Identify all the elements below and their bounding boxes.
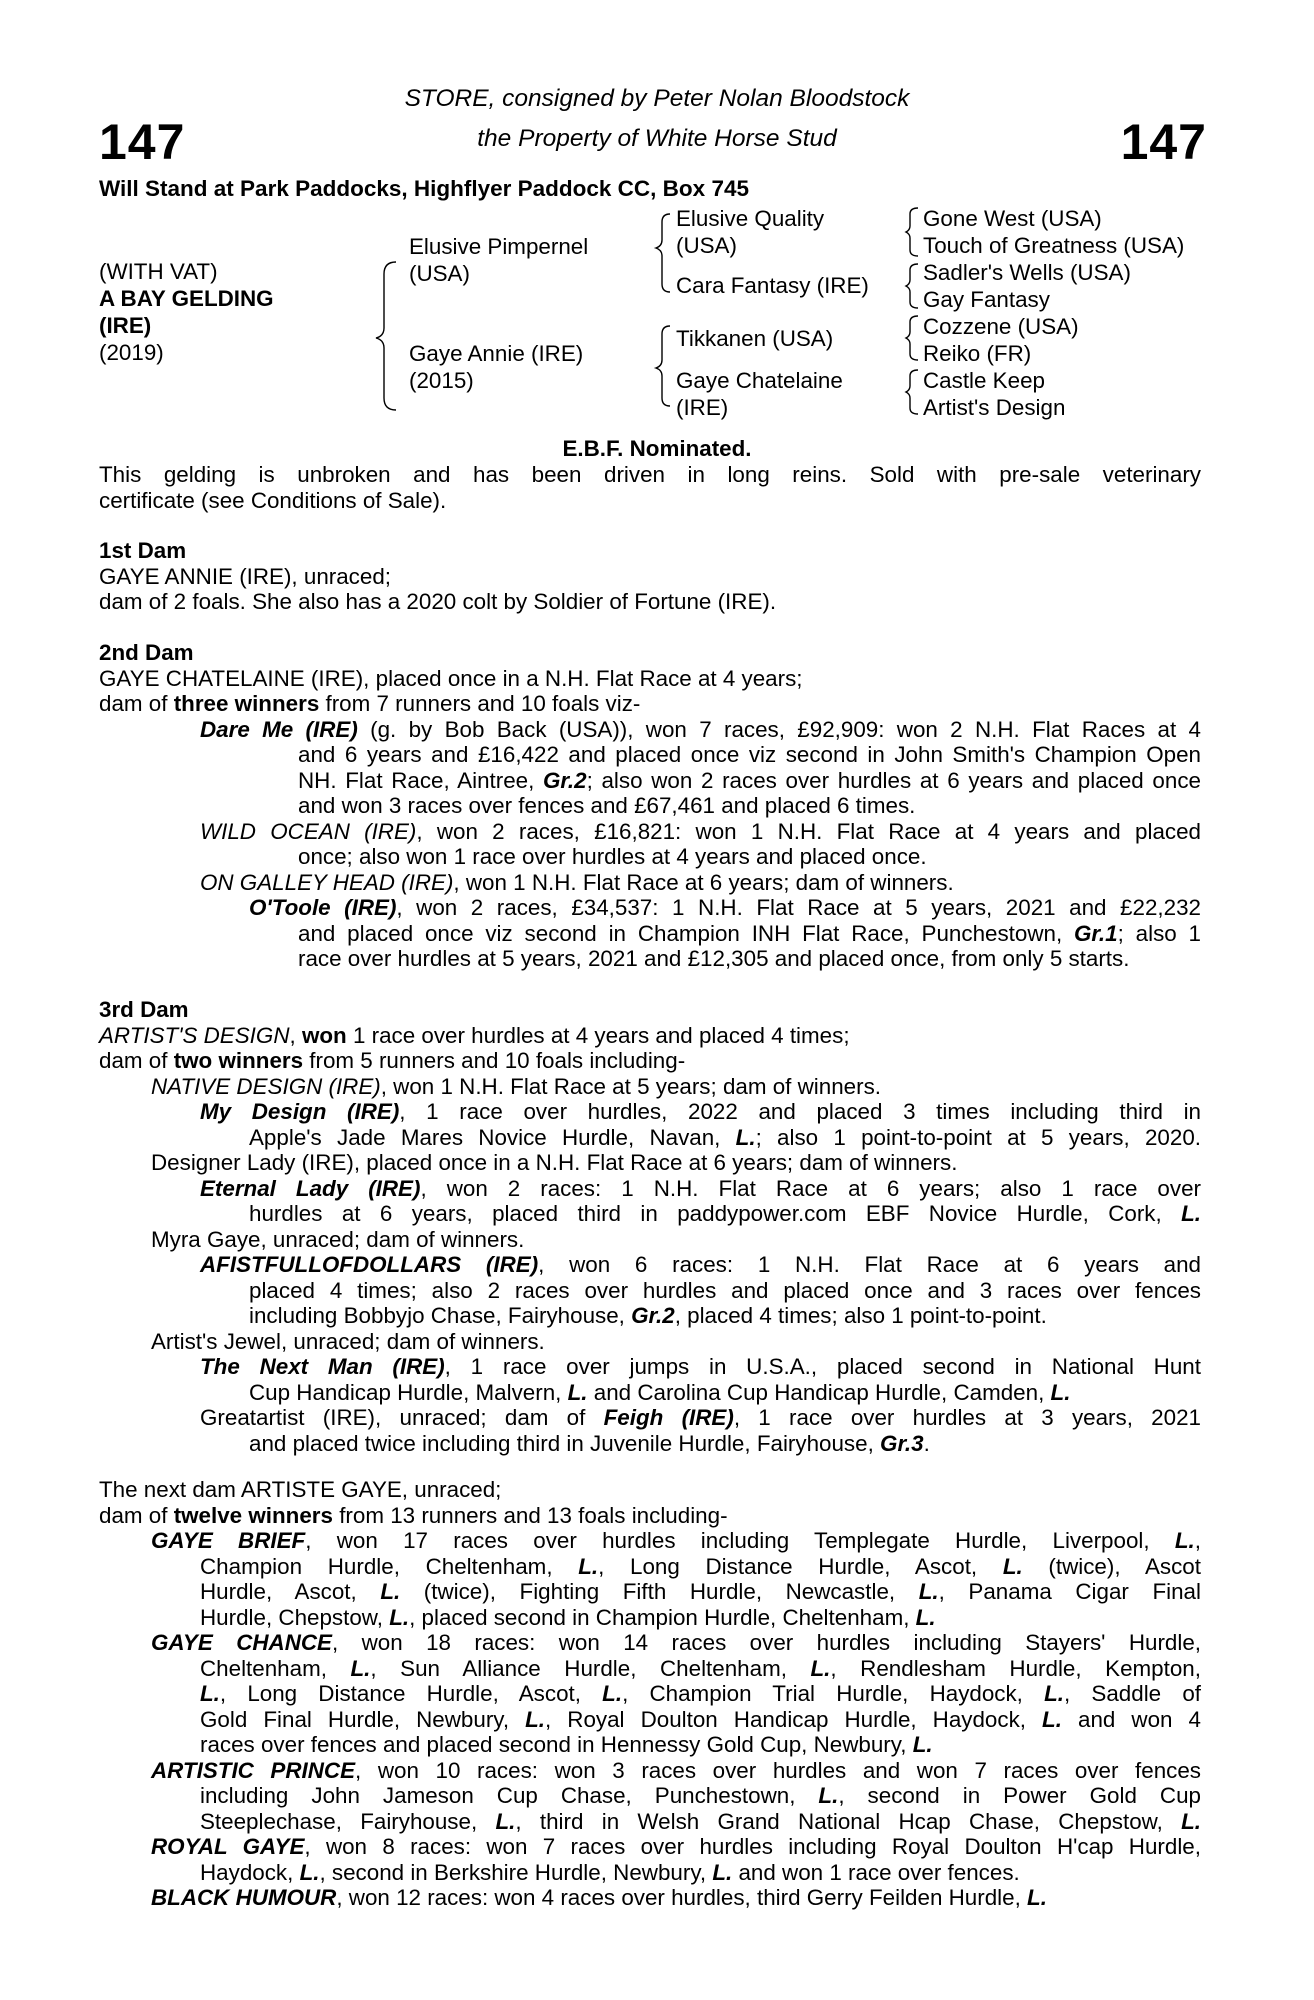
t: , 1 race over hurdles at 3 years, 2021 [733,1405,1201,1430]
wild-line-2: once; also won 1 race over hurdles at 4 years and placed once. [298,844,927,869]
winner-name: AFISTFULLOFDOLLARS (IRE) [200,1252,539,1277]
grade: L. [200,1681,220,1706]
black-line-1 [99,1885,1201,1911]
t: , Sun Alliance Hurdle, Cheltenham, [370,1655,811,1681]
sire-name: Elusive Pimpernel [409,234,589,259]
t: , won 18 races: won 14 races over hurdles including Stayers' Hurdle, [331,1630,1202,1655]
t: , won 8 races: won 7 races over hurdles including Royal Doulton H'cap Hurdle, [304,1834,1201,1859]
grade: L. [578,1553,599,1579]
sire-sire: Elusive Quality [676,206,825,231]
grade: L. [1050,1379,1071,1405]
t: including John Jameson Cup Chase, Punchestown, [200,1783,819,1808]
t: and placed twice including third in Juvenile Hurdle, Fairyhouse, [249,1430,881,1456]
t: hurdles at 6 years, placed third in paddypower.com EBF Novice Hurdle, Cork, [249,1201,1182,1226]
dam-year: (2015) [409,368,474,393]
nextman-line-1 [99,1354,1201,1380]
grade: L. [810,1655,831,1681]
t: from 13 runners and 13 foals including- [332,1502,728,1528]
myra-line: Myra Gaye, unraced; dam of winners. [151,1226,525,1252]
grade: Gr.2 [631,1303,675,1328]
sdd: Gay Fantasy [923,287,1050,312]
mydesign-line-1 [99,1099,1201,1125]
t: , third in Welsh Grand National Hcap Chase, Chepstow, [515,1808,1182,1834]
dam-sire: Tikkanen (USA) [676,326,834,351]
t: , 1 race over jumps in U.S.A., placed second in National Hunt [444,1354,1201,1379]
jewel-line: Artist's Jewel, unraced; dam of winners. [151,1328,545,1354]
grade: L. [567,1379,588,1405]
t: , won 2 races: 1 N.H. Flat Race at 6 years; also 1 race over [420,1175,1201,1201]
ebf-nominated: E.B.F. Nominated. [562,436,752,461]
winner-name: The Next Man (IRE) [200,1354,445,1379]
sss: Gone West (USA) [923,206,1102,231]
t: Greatartist (IRE), unraced; dam of [200,1405,604,1430]
prince-line-1 [99,1758,1201,1784]
royal-line-1 [99,1834,1201,1860]
t: three winners [173,691,320,716]
t: , won 1 N.H. Flat Race at 5 years; dam of winners. [380,1073,881,1099]
first-dam-section [99,538,1201,615]
winner-name: Dare Me (IRE) [200,716,358,742]
dsd: Reiko (FR) [923,341,1032,366]
dds: Castle Keep [923,368,1045,393]
eternal-line-1 [99,1176,1201,1202]
t: including Bobbyjo Chase, Fairyhouse, [249,1303,632,1328]
greatartist-line-1 [99,1405,1201,1431]
t: Steeplechase, Fairyhouse, [200,1808,496,1834]
t: , Rendlesham Hurdle, Kempton, [830,1655,1201,1681]
t: races over fences and placed second in Hennessy Gold Cup, Newbury, [200,1732,913,1757]
second-dam-line-2 [99,691,1201,717]
wild-line-1 [99,819,1201,845]
first-dam-heading: 1st Dam [99,538,187,563]
winner-name: ROYAL GAYE [151,1834,305,1859]
t: Gold Final Hurdle, Newbury, [200,1706,526,1732]
horse-origin: (IRE) [99,313,152,338]
dareme-line-4: and won 3 races over fences and £67,461 and placed 6 times. [298,793,916,818]
third-dam-line-1 [99,1023,1201,1049]
grade: L. [495,1808,516,1834]
winner-name: Feigh (IRE) [603,1405,734,1430]
grade: L. [818,1783,839,1808]
chance-line-5 [99,1732,1201,1758]
grade: L. [915,1604,936,1630]
t: , won 10 races: won 3 races over hurdles and won 7 races over fences [355,1757,1201,1783]
winner-name: My Design (IRE) [200,1099,400,1124]
t: , won 12 races: won 4 races over hurdles, third Gerry Feilden Hurdle, [336,1885,1028,1910]
t: and won 1 race over fences. [732,1859,1020,1885]
t: , Long Distance Hurdle, Ascot, [598,1553,1003,1579]
winner-name: ARTISTIC PRINCE [151,1757,356,1783]
t: 1 race over hurdles at 4 years and placed 4 times; [346,1022,850,1048]
t: and placed once viz second in Champion INH Flat Race, Punchestown, [298,920,1075,946]
dareme-line-1 [99,717,1201,743]
t: (twice), Ascot [1022,1553,1201,1579]
next-dam-line-2 [99,1503,1201,1529]
t: from 5 runners and 10 foals including- [303,1048,686,1073]
next-dam-section [99,1477,1201,1911]
otoole-line-1 [99,895,1201,921]
sds: Sadler's Wells (USA) [923,260,1131,285]
t: from 7 runners and 10 foals viz- [319,691,641,716]
mydesign-line-2 [99,1125,1201,1151]
dareme-line-2: and 6 years and £16,422 and placed once viz second in John Smith's Champion Open [298,742,1201,767]
second-dam-section [99,640,1201,972]
chance-line-4 [99,1707,1201,1733]
t: , Saddle of [1064,1681,1201,1706]
grade: L. [525,1706,546,1732]
grade: L. [735,1124,756,1150]
t: ARTIST'S DESIGN [99,1022,290,1048]
t: NH. Flat Race, Aintree, [298,767,543,793]
horse-description: A BAY GELDING [99,286,274,311]
eternal-line-2 [99,1201,1201,1227]
t: two winners [173,1048,304,1073]
t: dam of [99,1502,174,1528]
t: and won 4 [1061,1706,1201,1732]
designer-lady-line: Designer Lady (IRE), placed once in a N.H. Flat Race at 6 years; dam of winners. [151,1150,958,1175]
consignor-line: STORE, consigned by Peter Nolan Bloodstock [404,85,910,112]
t: , Royal Doulton Handicap Hurdle, Haydock, [545,1706,1043,1732]
t: , 1 race over hurdles, 2022 and placed 3 times including third in [399,1099,1201,1124]
t: (g. by Bob Back (USA)), won 7 races, £92,909: won 2 N.H. Flat Races at 4 [357,716,1201,742]
winner-name: GAYE BRIEF [151,1528,306,1553]
dam-name: Gaye Annie (IRE) [409,341,584,366]
winner-name: BLACK HUMOUR [151,1885,337,1910]
t: , won 17 races over hurdles including Templegate Hurdle, Liverpool, [305,1528,1175,1553]
winner-name: GAYE CHANCE [151,1630,332,1655]
third-dam-line-2 [99,1048,1201,1074]
ddd: Artist's Design [923,395,1066,420]
grade: L. [350,1655,371,1681]
t: Haydock, [200,1859,300,1885]
t: ; also 1 point-to-point at 5 years, 2020. [755,1124,1201,1150]
t: , Panama Cigar Final [938,1579,1201,1604]
t: Hurdle, Ascot, [200,1579,381,1604]
winner-name: NATIVE DESIGN (IRE) [151,1073,381,1099]
t: , second in Berkshire Hurdle, Newbury, [319,1859,713,1885]
t: and Carolina Cup Handicap Hurdle, Camden, [587,1379,1051,1405]
t: ; also 1 [1117,920,1201,946]
ssd: Touch of Greatness (USA) [923,233,1185,258]
otoole-line-3: race over hurdles at 5 years, 2021 and £12,305 and placed once, from only 5 starts. [298,946,1130,971]
sire-sire-origin: (USA) [676,233,737,258]
native-line [99,1074,1201,1100]
lot-number-right: 147 [1120,114,1207,170]
t: , won 1 N.H. Flat Race at 6 years; dam of winners. [453,869,954,895]
grade: L. [1181,1201,1201,1226]
t: . [923,1430,930,1456]
brief-line-4 [99,1605,1201,1631]
sire-dam: Cara Fantasy (IRE) [676,273,869,298]
t: , [289,1022,302,1048]
afist-line-3 [99,1303,1201,1329]
intro-line-1: This gelding is unbroken and has been driven in long reins. Sold with pre-sale veterinary [99,462,1201,487]
grade: Gr.2 [543,767,587,793]
sire-origin: (USA) [409,261,470,286]
t: Apple's Jade Mares Novice Hurdle, Navan, [249,1124,736,1150]
grade: L. [712,1859,733,1885]
next-dam-line-1: The next dam ARTISTE GAYE, unraced; [99,1477,502,1502]
t: (twice), Fighting Fifth Hurdle, Newcastle, [400,1579,919,1604]
third-dam-section [99,997,1201,1456]
winner-name: O'Toole (IRE) [249,895,397,920]
grade: L. [918,1579,939,1604]
lot-number-left: 147 [99,114,186,170]
grade: Gr.1 [1074,920,1118,946]
prince-line-2 [99,1783,1201,1809]
grade: L. [1002,1553,1023,1579]
t: Cup Handicap Hurdle, Malvern, [249,1379,568,1405]
grade: L. [299,1859,320,1885]
t: , Champion Trial Hurdle, Haydock, [622,1681,1045,1706]
afist-line-2: placed 4 times; also 2 races over hurdles and placed once and 3 races over fences [249,1277,1201,1303]
t: , won 6 races: 1 N.H. Flat Race at 6 years and [538,1252,1202,1277]
prince-line-3 [99,1809,1201,1835]
nextman-line-2 [99,1380,1201,1406]
grade: L. [1027,1885,1047,1910]
t: won [301,1022,347,1048]
stand-location: Will Stand at Park Paddocks, Highflyer Paddock CC, Box 745 [99,176,749,201]
dss: Cozzene (USA) [923,314,1079,339]
t: , Long Distance Hurdle, Ascot, [219,1681,603,1706]
dareme-line-3 [99,768,1201,794]
t: dam of [99,1048,174,1073]
t: , won 2 races, £16,821: won 1 N.H. Flat Race at 4 years and placed [416,818,1201,844]
winner-name: Eternal Lady (IRE) [200,1175,421,1201]
grade: L. [1181,1808,1201,1834]
t: ; also won 2 races over hurdles at 6 years and placed once [586,767,1201,793]
t: Hurdle, Chepstow, [200,1604,390,1630]
t: twelve winners [173,1502,333,1528]
first-dam-line-2: dam of 2 foals. She also has a 2020 colt by Soldier of Fortune (IRE). [99,589,777,614]
property-line: the Property of White Horse Stud [477,125,837,152]
galley-line-1 [99,870,1201,896]
royal-line-2 [99,1860,1201,1886]
intro-paragraph [99,462,1201,513]
chance-line-3 [99,1681,1201,1707]
vat-label: (WITH VAT) [99,259,218,284]
grade: L. [1174,1528,1195,1553]
chance-line-2 [99,1656,1201,1682]
t: , placed 4 times; also 1 point-to-point. [674,1303,1047,1328]
greatartist-line-2 [99,1431,1201,1457]
t: , placed second in Champion Hurdle, Cheltenham, [409,1604,916,1630]
chance-line-1 [99,1630,1201,1656]
t: , won 2 races, £34,537: 1 N.H. Flat Race at 5 years, 2021 and £22,232 [396,895,1201,920]
brief-line-2 [99,1554,1201,1580]
grade: L. [1042,1706,1062,1732]
grade: Gr.3 [880,1430,924,1456]
winner-name: WILD OCEAN (IRE) [200,818,417,844]
t: , [1194,1528,1201,1553]
afist-line-1 [99,1252,1201,1278]
brief-line-1 [99,1528,1201,1554]
second-dam-heading: 2nd Dam [99,640,194,665]
t: dam of [99,691,174,716]
horse-year: (2019) [99,340,164,365]
otoole-line-2 [99,921,1201,947]
grade: L. [380,1579,401,1604]
t: Cheltenham, [200,1655,351,1681]
grade: L. [389,1604,410,1630]
t: Champion Hurdle, Cheltenham, [200,1553,579,1579]
grade: L. [602,1681,623,1706]
t: , second in Power Gold Cup [838,1783,1201,1808]
intro-line-2: certificate (see Conditions of Sale). [99,487,447,513]
winner-name: ON GALLEY HEAD (IRE) [200,869,454,895]
dam-dam: Gaye Chatelaine [676,368,843,393]
dam-dam-origin: (IRE) [676,395,729,420]
first-dam-line-1: GAYE ANNIE (IRE), unraced; [99,563,392,589]
grade: L. [912,1732,933,1757]
third-dam-heading: 3rd Dam [99,997,189,1022]
second-dam-line-1: GAYE CHATELAINE (IRE), placed once in a N.H. Flat Race at 4 years; [99,665,803,691]
brief-line-3 [99,1579,1201,1605]
grade: L. [1044,1681,1064,1706]
pedigree-braces [0,0,1314,430]
